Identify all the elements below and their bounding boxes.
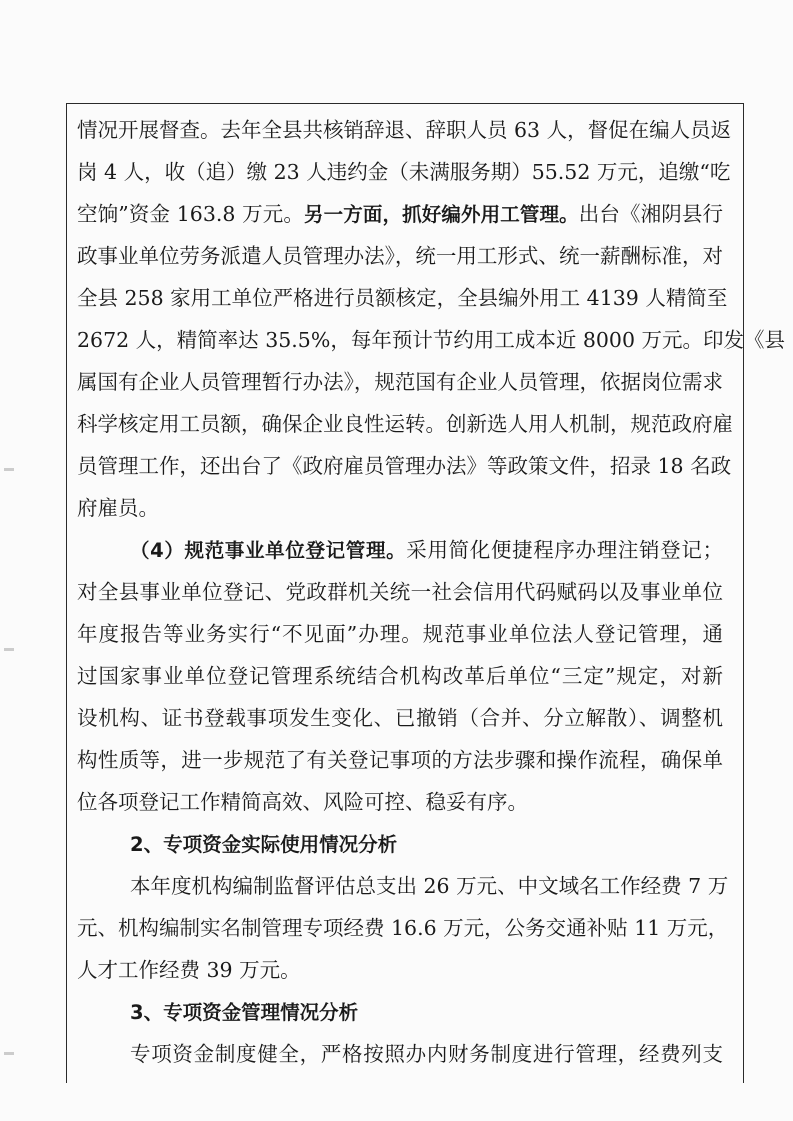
text-line [77, 958, 377, 982]
text-line [77, 454, 732, 478]
bold-text-segment: 3、专项资金管理情况分析 [130, 1001, 359, 1024]
text-segment: 位各项登记工作精简高效、风险可控、稳妥有序。 [77, 790, 528, 814]
text-line [130, 1000, 430, 1025]
text-line [77, 916, 729, 940]
text-segment: 本年度机构编制监督评估总支出 26 万元、中文域名工作经费 7 万 [130, 874, 729, 898]
text-line [77, 160, 731, 184]
text-segment: 元、机构编制实名制管理专项经费 16.6 万元，公务交通补贴 11 万元， [77, 916, 729, 940]
bold-text-segment: 2、专项资金实际使用情况分析 [130, 833, 398, 856]
text-line [130, 538, 723, 563]
text-line [130, 832, 450, 857]
text-segment: 采用简化便捷程序办理注销登记； [406, 538, 723, 562]
scan-edge-mark [4, 468, 14, 471]
text-line [77, 244, 723, 268]
text-segment: 全县 258 家用工单位严格进行员额核定，全县编外用工 4139 人精简至 [77, 286, 728, 310]
text-segment: 情况开展督查。去年全县共核销辞退、辞职人员 63 人，督促在编人员返 [77, 118, 732, 142]
text-line [77, 370, 723, 394]
text-line [77, 790, 577, 814]
text-segment: 专项资金制度健全，严格按照办内财务制度进行管理，经费列支 [130, 1042, 723, 1066]
text-segment: 空饷”资金 163.8 万元。 [77, 202, 304, 226]
text-segment: 年度报告等业务实行“不见面”办理。规范事业单位法人登记管理，通 [77, 622, 723, 646]
text-segment: 科学核定用工员额，确保企业良性运转。创新选人用人机制，规范政府雇 [77, 412, 733, 436]
scan-edge-mark [4, 648, 14, 651]
text-segment: 岗 4 人，收（追）缴 23 人违约金（未满服务期）55.52 万元，追缴“吃 [77, 160, 731, 184]
text-line [77, 496, 197, 520]
bold-text-segment: 另一方面，抓好编外用工管理。 [303, 203, 579, 226]
text-line [77, 622, 723, 646]
text-line [130, 874, 729, 898]
text-line [77, 748, 723, 772]
text-line [77, 412, 733, 436]
text-line [77, 286, 728, 310]
text-line [77, 706, 723, 730]
text-line [77, 118, 732, 142]
text-line [77, 328, 786, 352]
text-segment: 政事业单位劳务派遣人员管理办法》，统一用工形式、统一薪酬标准，对 [77, 244, 723, 268]
scan-edge-mark [4, 1052, 14, 1055]
text-segment: 属国有企业人员管理暂行办法》，规范国有企业人员管理，依据岗位需求 [77, 370, 723, 394]
text-line [130, 1042, 723, 1066]
text-line [77, 202, 723, 227]
text-segment: 过国家事业单位登记管理系统结合机构改革后单位“三定”规定，对新 [77, 664, 723, 688]
text-segment: 设机构、证书登载事项发生变化、已撤销（合并、分立解散）、调整机 [77, 706, 723, 730]
text-segment: 员管理工作，还出台了《政府雇员管理办法》等政策文件，招录 18 名政 [77, 454, 732, 478]
text-segment: 人才工作经费 39 万元。 [77, 958, 301, 982]
bold-text-segment: （4）规范事业单位登记管理。 [130, 539, 407, 562]
text-segment: 府雇员。 [77, 496, 159, 520]
text-line [77, 580, 723, 604]
text-segment: 对全县事业单位登记、党政群机关统一社会信用代码赋码以及事业单位 [77, 580, 723, 604]
text-segment: 2672 人，精简率达 35.5%，每年预计节约用工成本近 8000 万元。印发《县 [77, 328, 786, 352]
text-segment: 构性质等，进一步规范了有关登记事项的方法步骤和操作流程，确保单 [77, 748, 723, 772]
text-line [77, 664, 723, 688]
text-segment: 出台《湘阴县行 [578, 202, 723, 226]
